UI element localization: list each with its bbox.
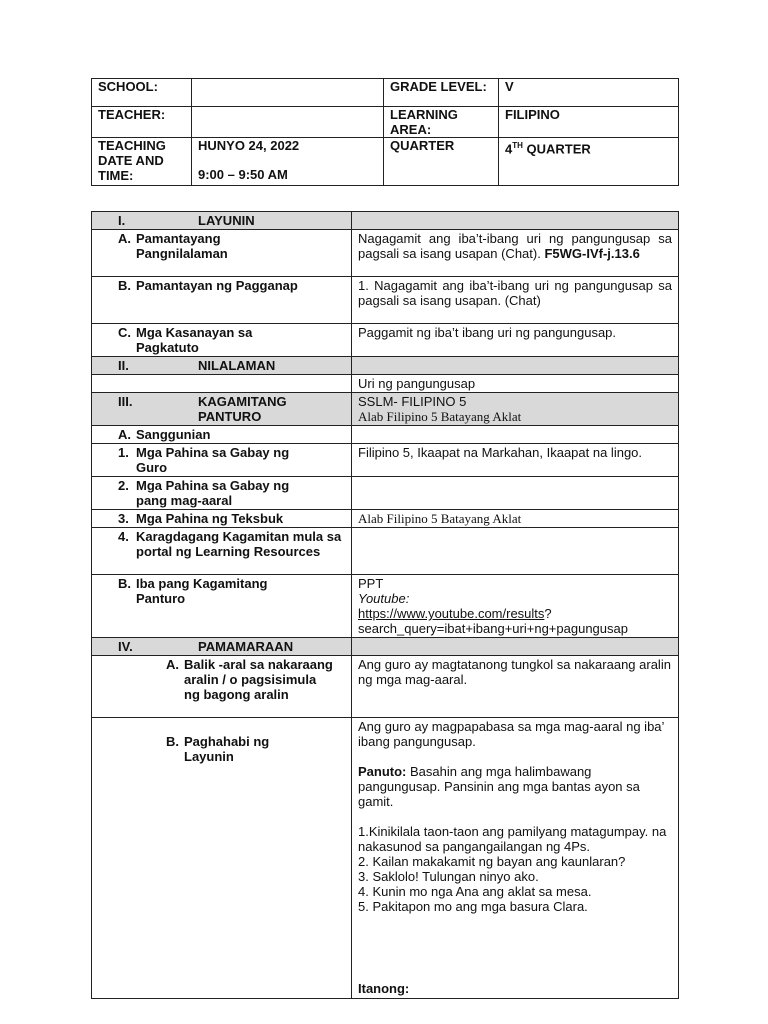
itanong-label: Itanong: (358, 981, 410, 996)
proc-b-label: Paghahabi ng Layunin (184, 734, 270, 764)
row-a (92, 230, 352, 277)
ref-2-label: Mga Pahina sa Gabay ng pang mag-aaral (136, 478, 290, 508)
row-b-label: Pamantayan ng Pagganap (136, 278, 298, 293)
school-value (192, 79, 384, 107)
quarter-num: 4 (505, 141, 513, 157)
area-value: FILIPINO (499, 107, 679, 138)
proc-b-num: B. (166, 734, 179, 749)
layunin-header (92, 212, 352, 230)
proc-a (92, 656, 352, 718)
nilalaman-label: NILALAMAN (198, 358, 276, 373)
pamamaraan-num: IV. (118, 639, 133, 654)
teacher-label: TEACHER: (92, 107, 192, 138)
row-c-label: Mga Kasanayan sa Pagkatuto (136, 325, 253, 355)
iba-content (352, 575, 679, 638)
ref-2-num: 2. (118, 478, 129, 493)
row-c-num: C. (118, 325, 131, 340)
kagamitan-label: KAGAMITANG PANTURO (198, 394, 287, 424)
nilalaman-empty (352, 357, 679, 375)
sentence-4: 4. Kunin mo nga Ana ang aklat sa mesa. (358, 884, 592, 899)
row-a-label: Pamantayang Pangnilalaman (136, 231, 228, 261)
nilalaman-header (92, 357, 352, 375)
ref-1 (92, 444, 352, 477)
iba-ppt: PPT (358, 576, 384, 591)
kagamitan-text1: SSLM- FILIPINO 5 (358, 394, 467, 409)
ref-1-text: Filipino 5, Ikaapat na Markahan, Ikaapat na lingo. (358, 445, 643, 460)
row-a-text: Nagagamit ang iba’t-ibang uri ng pangungusap sa pagsali sa isang usapan (Chat). (358, 231, 672, 261)
row-b-content (352, 277, 679, 324)
school-label: SCHOOL: (92, 79, 192, 107)
area-label: LEARNING AREA: (384, 107, 499, 138)
date-time-cell (192, 138, 384, 186)
pamamaraan-empty (352, 638, 679, 656)
row-a-num: A. (118, 231, 131, 246)
iba-num: B. (118, 576, 131, 591)
sanggunian-num: A. (118, 427, 131, 442)
youtube-link[interactable]: https://www.youtube.com/results (358, 606, 545, 621)
sentence-5: 5. Pakitapon mo ang mga basura Clara. (358, 899, 588, 914)
header-table (91, 78, 679, 186)
sentence-3: 3. Saklolo! Tulungan ninyo ako. (358, 869, 539, 884)
iba-row (92, 575, 352, 638)
youtube-q: ? (544, 606, 552, 621)
competency-code: F5WG-IVf-j.13.6 (544, 246, 640, 261)
date-label: TEACHING DATE AND TIME: (92, 138, 192, 186)
grade-value: V (499, 79, 679, 107)
kagamitan-text2: Alab Filipino 5 Batayang Aklat (358, 409, 522, 424)
ref-4-label: Karagdagang Kagamitan mula sa portal ng Learning Resources (136, 529, 342, 559)
proc-a-label: Balik -aral sa nakaraang aralin / o pagsisimula ng bagong aralin (184, 657, 333, 702)
row-b (92, 277, 352, 324)
panuto-label: Panuto: (358, 764, 407, 779)
ref-4 (92, 528, 352, 575)
row-c (92, 324, 352, 357)
proc-b (92, 718, 352, 999)
kagamitan-num: III. (118, 394, 133, 409)
kagamitan-header (92, 393, 352, 426)
ref-2 (92, 477, 352, 510)
ref-2-content (352, 477, 679, 510)
nilalaman-num: II. (118, 358, 129, 373)
proc-b-intro: Ang guro ay magpapabasa sa mga mag-aaral ng iba’ ibang pangungusap. (358, 719, 664, 749)
youtube-query: search_query=ibat+ibang+uri+ng+pagungusap (358, 621, 628, 636)
row-c-text: Paggamit ng iba’t ibang uri ng pangungusap. (358, 325, 617, 340)
proc-a-content (352, 656, 679, 718)
ref-3-label: Mga Pahina ng Teksbuk (136, 511, 284, 526)
nilalaman-blank (92, 375, 352, 393)
row-b-num: B. (118, 278, 131, 293)
proc-a-num: A. (166, 657, 179, 672)
quarter-value (499, 138, 679, 186)
row-a-content (352, 230, 679, 277)
ref-3-text: Alab Filipino 5 Batayang Aklat (358, 511, 522, 526)
teacher-value (192, 107, 384, 138)
proc-a-text: Ang guro ay magtatanong tungkol sa nakaraang aralin ng mga mag-aaral. (358, 657, 671, 687)
pamamaraan-header (92, 638, 352, 656)
ref-3 (92, 510, 352, 528)
proc-b-content (352, 718, 679, 999)
sentence-1: 1.Kinikilala taon-taon ang pamilyang matagumpay. na nakasunod sa pangangailangan ng 4Ps. (358, 824, 667, 854)
lesson-plan-table (91, 211, 679, 999)
sanggunian-label: Sanggunian (136, 427, 211, 442)
sanggunian-empty (352, 426, 679, 444)
layunin-empty (352, 212, 679, 230)
grade-label: GRADE LEVEL: (384, 79, 499, 107)
pamamaraan-label: PAMAMARAAN (198, 639, 294, 654)
ref-3-num: 3. (118, 511, 129, 526)
iba-youtube: Youtube: (358, 591, 410, 606)
time-value: 9:00 – 9:50 AM (198, 167, 288, 182)
quarter-word: QUARTER (526, 141, 591, 157)
ref-1-num: 1. (118, 445, 129, 460)
ref-1-label: Mga Pahina sa Gabay ng Guro (136, 445, 290, 475)
ref-4-content (352, 528, 679, 575)
ref-4-num: 4. (118, 529, 129, 544)
sanggunian-row (92, 426, 352, 444)
sentence-2: 2. Kailan makakamit ng bayan ang kaunlaran? (358, 854, 626, 869)
nilalaman-text: Uri ng pangungusap (358, 376, 476, 391)
row-b-text: 1. Nagagamit ang iba’t-ibang uri ng pangungusap sa pagsali sa isang usapan. (Chat) (358, 278, 672, 308)
panuto-text: Basahin ang mga halimbawang pangungusap. Pansinin ang mga bantas ayon sa gamit. (358, 764, 640, 809)
ref-1-content (352, 444, 679, 477)
quarter-label: QUARTER (384, 138, 499, 186)
layunin-label: LAYUNIN (198, 213, 255, 228)
quarter-sup: TH (512, 141, 523, 150)
kagamitan-content (352, 393, 679, 426)
ref-3-content (352, 510, 679, 528)
iba-label: Iba pang Kagamitang Panturo (136, 576, 268, 606)
nilalaman-content (352, 375, 679, 393)
row-c-content (352, 324, 679, 357)
layunin-num: I. (118, 213, 126, 228)
date-value: HUNYO 24, 2022 (198, 138, 300, 153)
